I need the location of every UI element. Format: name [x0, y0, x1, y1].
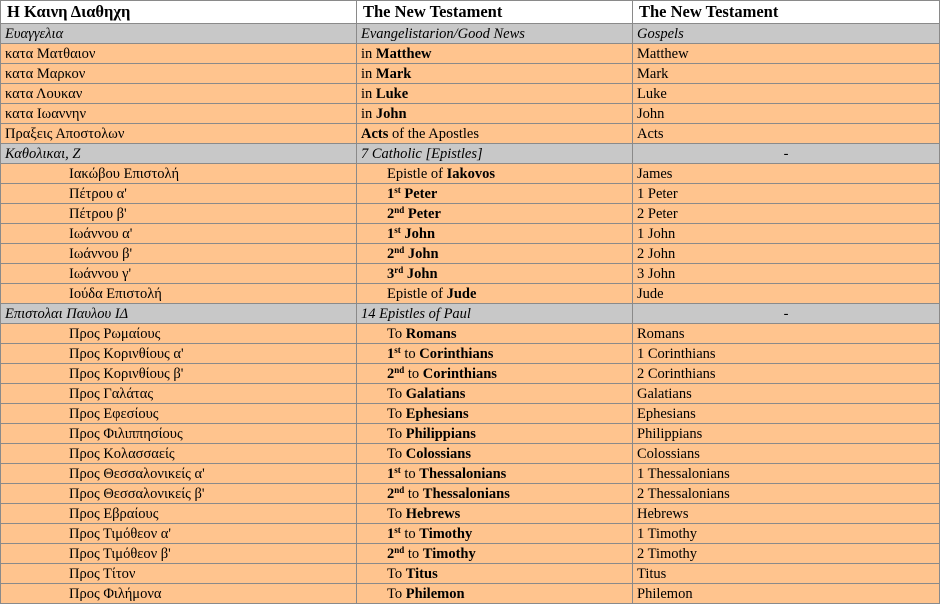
greek-name: κατα Μαρκον	[1, 64, 357, 84]
paul-book-row	[1, 564, 940, 584]
english-name	[357, 484, 633, 504]
plain-name: Matthew	[633, 44, 940, 64]
book-name: John	[375, 105, 407, 122]
paul-book-row	[1, 464, 940, 484]
english-name	[357, 284, 633, 304]
english-name	[357, 104, 633, 124]
name-suffix: of the Apostles	[388, 125, 480, 142]
greek-name: Πέτρου α'	[1, 184, 357, 204]
book-name: Ephesians	[405, 405, 469, 422]
paul-book-row	[1, 484, 940, 504]
gospel-book-row	[1, 104, 940, 124]
name-prefix: To	[387, 565, 406, 582]
plain-name: Jude	[633, 284, 940, 304]
english-name	[357, 184, 633, 204]
ordinal-number: 2	[387, 485, 395, 502]
catholic-book-row	[1, 284, 940, 304]
name-prefix: in	[361, 65, 376, 82]
plain-name: 1 Corinthians	[633, 344, 940, 364]
paul-group-plain: -	[633, 304, 940, 324]
greek-name: Πραξεις Αποστολων	[1, 124, 357, 144]
plain-name: Philippians	[633, 424, 940, 444]
catholic-book-row	[1, 224, 940, 244]
book-name: John	[404, 225, 436, 242]
gospel-book-row	[1, 44, 940, 64]
english-name	[357, 364, 633, 384]
english-name	[357, 44, 633, 64]
greek-name: Προς Κορινθίους β'	[1, 364, 357, 384]
greek-name: Προς Τιμόθεον α'	[1, 524, 357, 544]
catholic-book-row	[1, 184, 940, 204]
plain-name: Ephesians	[633, 404, 940, 424]
header-plain: The New Testament	[633, 1, 940, 24]
ordinal-number: 2	[387, 245, 395, 262]
greek-name: κατα Λουκαν	[1, 84, 357, 104]
catholic-group-greek: Καθολικαι, Ζ	[1, 144, 357, 164]
english-name	[357, 344, 633, 364]
name-prefix: Epistle of	[387, 285, 447, 302]
plain-name: Acts	[633, 124, 940, 144]
book-name: Thessalonians	[419, 465, 507, 482]
paul-book-row	[1, 404, 940, 424]
english-name	[357, 84, 633, 104]
greek-name: Ιωάννου β'	[1, 244, 357, 264]
paul-group-greek: Επιστολαι Παυλου ΙΔ	[1, 304, 357, 324]
name-prefix: to	[404, 485, 423, 502]
gospel-book-row	[1, 64, 940, 84]
book-name: Acts	[361, 125, 389, 142]
name-prefix: in	[361, 85, 376, 102]
book-name: John	[407, 245, 439, 262]
ordinal-number: 1	[387, 345, 395, 362]
gospel-book-row	[1, 84, 940, 104]
english-name	[357, 244, 633, 264]
ordinal-suffix: nd	[394, 484, 405, 495]
book-name: Luke	[375, 85, 409, 102]
name-prefix: To	[387, 445, 406, 462]
ordinal-suffix: nd	[394, 244, 405, 255]
name-prefix: to	[400, 465, 420, 482]
header-greek: Η Καινη Διαθηχη	[1, 1, 357, 24]
name-prefix: To	[387, 425, 406, 442]
gospels-group-plain: Gospels	[633, 24, 940, 44]
plain-name: Titus	[633, 564, 940, 584]
greek-name: κατα Ματθαιον	[1, 44, 357, 64]
book-name: Mark	[375, 65, 412, 82]
gospels-group-english: Evangelistarion/Good News	[357, 24, 633, 44]
ordinal-suffix: rd	[394, 264, 404, 275]
name-prefix: To	[387, 325, 406, 342]
english-name	[357, 564, 633, 584]
ordinal-number: 2	[387, 365, 395, 382]
english-name	[357, 424, 633, 444]
paul-book-row	[1, 424, 940, 444]
ordinal-suffix: st	[394, 184, 401, 195]
ordinal-number: 1	[387, 225, 395, 242]
greek-name: Ιούδα Επιστολή	[1, 284, 357, 304]
plain-name: Hebrews	[633, 504, 940, 524]
paul-book-row	[1, 364, 940, 384]
plain-name: 1 Peter	[633, 184, 940, 204]
english-name	[357, 504, 633, 524]
header-row	[1, 1, 940, 24]
ordinal-suffix: st	[394, 464, 401, 475]
paul-book-row	[1, 524, 940, 544]
greek-name: Προς Τιμόθεον β'	[1, 544, 357, 564]
book-name: Hebrews	[405, 505, 461, 522]
greek-name: Προς Φιλιππησίους	[1, 424, 357, 444]
english-name	[357, 444, 633, 464]
book-name: Timothy	[422, 545, 476, 562]
english-name	[357, 404, 633, 424]
book-name: Philippians	[405, 425, 476, 442]
paul-book-row	[1, 324, 940, 344]
paul-group-row	[1, 304, 940, 324]
greek-name: Προς Θεσσαλονικείς β'	[1, 484, 357, 504]
plain-name: 2 Thessalonians	[633, 484, 940, 504]
english-name	[357, 264, 633, 284]
catholic-group-plain: -	[633, 144, 940, 164]
greek-name: Ιωάννου α'	[1, 224, 357, 244]
book-name: Timothy	[419, 525, 473, 542]
greek-name: Ιωάννου γ'	[1, 264, 357, 284]
plain-name: Mark	[633, 64, 940, 84]
ordinal-suffix: nd	[394, 364, 405, 375]
plain-name: Galatians	[633, 384, 940, 404]
ordinal-number: 2	[387, 205, 395, 222]
name-prefix: to	[400, 525, 420, 542]
greek-name: Προς Φιλήμονα	[1, 584, 357, 604]
book-name: Colossians	[405, 445, 472, 462]
book-name: Galatians	[405, 385, 466, 402]
book-name: Philemon	[405, 585, 465, 602]
plain-name: James	[633, 164, 940, 184]
greek-name: Ιακώβου Επιστολή	[1, 164, 357, 184]
plain-name: Luke	[633, 84, 940, 104]
ordinal-suffix: st	[394, 344, 401, 355]
book-name: Corinthians	[419, 345, 494, 362]
english-name	[357, 524, 633, 544]
paul-book-row	[1, 544, 940, 564]
name-prefix: Epistle of	[387, 165, 447, 182]
greek-name: Προς Κολασσαείς	[1, 444, 357, 464]
plain-name: 1 Thessalonians	[633, 464, 940, 484]
ordinal-number: 1	[387, 185, 395, 202]
greek-name: Προς Εβραίους	[1, 504, 357, 524]
english-name	[357, 324, 633, 344]
plain-name: 1 Timothy	[633, 524, 940, 544]
plain-name: 1 John	[633, 224, 940, 244]
greek-name: Προς Θεσσαλονικείς α'	[1, 464, 357, 484]
name-prefix: in	[361, 105, 376, 122]
book-name: Peter	[407, 205, 441, 222]
ordinal-suffix: nd	[394, 544, 405, 555]
english-name	[357, 384, 633, 404]
english-name	[357, 584, 633, 604]
name-prefix: To	[387, 385, 406, 402]
english-name	[357, 464, 633, 484]
book-name: Titus	[405, 565, 438, 582]
paul-book-row	[1, 384, 940, 404]
ordinal-suffix: nd	[394, 204, 405, 215]
plain-name: 2 Peter	[633, 204, 940, 224]
english-name	[357, 204, 633, 224]
english-name	[357, 124, 633, 144]
plain-name: Romans	[633, 324, 940, 344]
paul-book-row	[1, 504, 940, 524]
gospels-group-row	[1, 24, 940, 44]
header-english: The New Testament	[357, 1, 633, 24]
name-prefix: To	[387, 505, 406, 522]
acts-row	[1, 124, 940, 144]
ordinal-number: 2	[387, 545, 395, 562]
catholic-book-row	[1, 264, 940, 284]
book-name: Corinthians	[422, 365, 497, 382]
catholic-group-row	[1, 144, 940, 164]
plain-name: John	[633, 104, 940, 124]
catholic-group-english: 7 Catholic [Epistles]	[357, 144, 633, 164]
paul-book-row	[1, 444, 940, 464]
ordinal-suffix: st	[394, 524, 401, 535]
plain-name: 2 Corinthians	[633, 364, 940, 384]
plain-name: 3 John	[633, 264, 940, 284]
catholic-book-row	[1, 204, 940, 224]
greek-name: Προς Εφεσίους	[1, 404, 357, 424]
greek-name: Προς Τίτον	[1, 564, 357, 584]
greek-name: Πέτρου β'	[1, 204, 357, 224]
book-name: Matthew	[375, 45, 432, 62]
english-name	[357, 64, 633, 84]
plain-name: Philemon	[633, 584, 940, 604]
book-name: Jude	[446, 285, 477, 302]
greek-name: Προς Γαλάτας	[1, 384, 357, 404]
english-name	[357, 164, 633, 184]
greek-name: κατα Ιωαννην	[1, 104, 357, 124]
name-prefix: to	[400, 345, 420, 362]
name-prefix: to	[404, 365, 423, 382]
ordinal-number: 1	[387, 525, 395, 542]
english-name	[357, 224, 633, 244]
english-name	[357, 544, 633, 564]
book-name: Romans	[405, 325, 457, 342]
paul-book-row	[1, 584, 940, 604]
paul-book-row	[1, 344, 940, 364]
greek-name: Προς Κορινθίους α'	[1, 344, 357, 364]
paul-group-english: 14 Epistles of Paul	[357, 304, 633, 324]
plain-name: Colossians	[633, 444, 940, 464]
ordinal-number: 3	[387, 265, 395, 282]
ordinal-number: 1	[387, 465, 395, 482]
book-name: Iakovos	[446, 165, 495, 182]
plain-name: 2 John	[633, 244, 940, 264]
greek-name: Προς Ρωμαίους	[1, 324, 357, 344]
gospels-group-greek: Ευαγγελια	[1, 24, 357, 44]
table-body	[1, 1, 940, 604]
plain-name: 2 Timothy	[633, 544, 940, 564]
book-name: Thessalonians	[422, 485, 510, 502]
ordinal-suffix: st	[394, 224, 401, 235]
book-name: John	[406, 265, 438, 282]
name-prefix: To	[387, 585, 406, 602]
catholic-book-row	[1, 164, 940, 184]
name-prefix: to	[404, 545, 423, 562]
name-prefix: To	[387, 405, 406, 422]
name-prefix: in	[361, 45, 376, 62]
catholic-book-row	[1, 244, 940, 264]
book-name: Peter	[404, 185, 438, 202]
